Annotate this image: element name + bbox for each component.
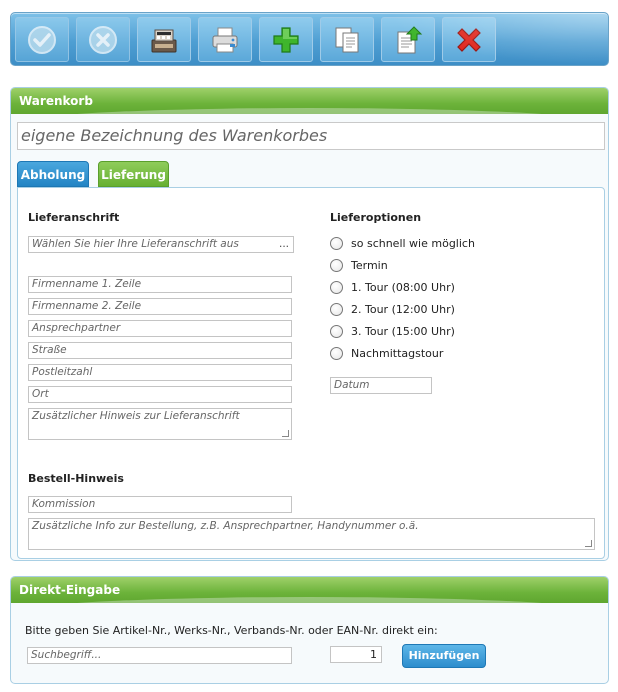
option-label: 3. Tour (15:00 Uhr) [351, 324, 455, 338]
bestell-hinweis-title: Bestell-Hinweis [28, 472, 124, 485]
ansprechpartner-field[interactable]: Ansprechpartner [28, 320, 292, 337]
warenkorb-header: Warenkorb [11, 88, 608, 114]
ort-field[interactable]: Ort [28, 386, 292, 403]
search-input[interactable]: Suchbegriff... [27, 647, 292, 664]
option-label: Nachmittagstour [351, 346, 444, 360]
copy-icon [331, 24, 363, 56]
option-tour-1[interactable] [330, 279, 455, 295]
option-tour-2[interactable] [330, 301, 455, 317]
export-icon [392, 24, 424, 56]
lieferanschrift-select-placeholder: Wählen Sie hier Ihre Lieferanschrift aus [32, 238, 239, 250]
add-item-button[interactable]: Hinzufügen [402, 644, 486, 668]
radio-button[interactable] [330, 347, 343, 360]
select-address-button[interactable]: ... [278, 238, 289, 250]
option-label: 1. Tour (08:00 Uhr) [351, 280, 455, 294]
direkt-instruction: Bitte geben Sie Artikel-Nr., Werks-Nr., Verbands-Nr. oder EAN-Nr. direkt ein: [25, 624, 438, 637]
direkt-eingabe-header: Direkt-Eingabe [11, 577, 608, 603]
cancel-button[interactable] [76, 17, 130, 62]
option-asap[interactable] [330, 235, 475, 251]
radio-button[interactable] [330, 325, 343, 338]
add-button[interactable] [259, 17, 313, 62]
confirm-button[interactable] [15, 17, 69, 62]
printer-icon [209, 24, 241, 56]
kommission-field[interactable]: Kommission [28, 496, 292, 513]
radio-button[interactable] [330, 303, 343, 316]
strasse-field[interactable]: Straße [28, 342, 292, 359]
plus-icon [270, 24, 302, 56]
main-toolbar [10, 12, 609, 66]
tab-abholung[interactable]: Abholung [17, 161, 89, 187]
radio-button[interactable] [330, 237, 343, 250]
lieferoptionen-title: Lieferoptionen [330, 211, 422, 224]
checkout-button[interactable] [137, 17, 191, 62]
option-label: 2. Tour (12:00 Uhr) [351, 302, 455, 316]
radio-button[interactable] [330, 259, 343, 272]
delete-icon [453, 24, 485, 56]
checkmark-icon [26, 24, 58, 56]
option-termin[interactable] [330, 257, 388, 273]
cancel-icon [87, 24, 119, 56]
lieferanschrift-title: Lieferanschrift [28, 211, 120, 224]
radio-button[interactable] [330, 281, 343, 294]
lieferanschrift-select[interactable] [28, 236, 294, 253]
option-nachmittag[interactable] [330, 345, 443, 361]
lieferanschrift-hint-field[interactable]: Zusätzlicher Hinweis zur Lieferanschrift [28, 408, 292, 440]
copy-button[interactable] [320, 17, 374, 62]
option-label: so schnell wie möglich [351, 236, 475, 250]
basket-name-input[interactable]: eigene Bezeichnung des Warenkorbes [17, 122, 605, 150]
datum-field[interactable]: Datum [330, 377, 432, 394]
option-label: Termin [351, 258, 388, 272]
delete-button[interactable] [442, 17, 496, 62]
print-button[interactable] [198, 17, 252, 62]
lieferung-tab-body [17, 187, 605, 559]
firmenname-2-field[interactable]: Firmenname 2. Zeile [28, 298, 292, 315]
postleitzahl-field[interactable]: Postleitzahl [28, 364, 292, 381]
bestellung-info-field[interactable]: Zusätzliche Info zur Bestellung, z.B. Ansprechpartner, Handynummer o.ä. [28, 518, 595, 550]
direkt-eingabe-panel [10, 576, 609, 684]
option-tour-3[interactable] [330, 323, 455, 339]
cash-register-icon [148, 24, 180, 56]
firmenname-1-field[interactable]: Firmenname 1. Zeile [28, 276, 292, 293]
warenkorb-panel [10, 87, 609, 561]
tab-lieferung[interactable]: Lieferung [98, 161, 169, 187]
quantity-input[interactable]: 1 [330, 646, 382, 663]
export-button[interactable] [381, 17, 435, 62]
